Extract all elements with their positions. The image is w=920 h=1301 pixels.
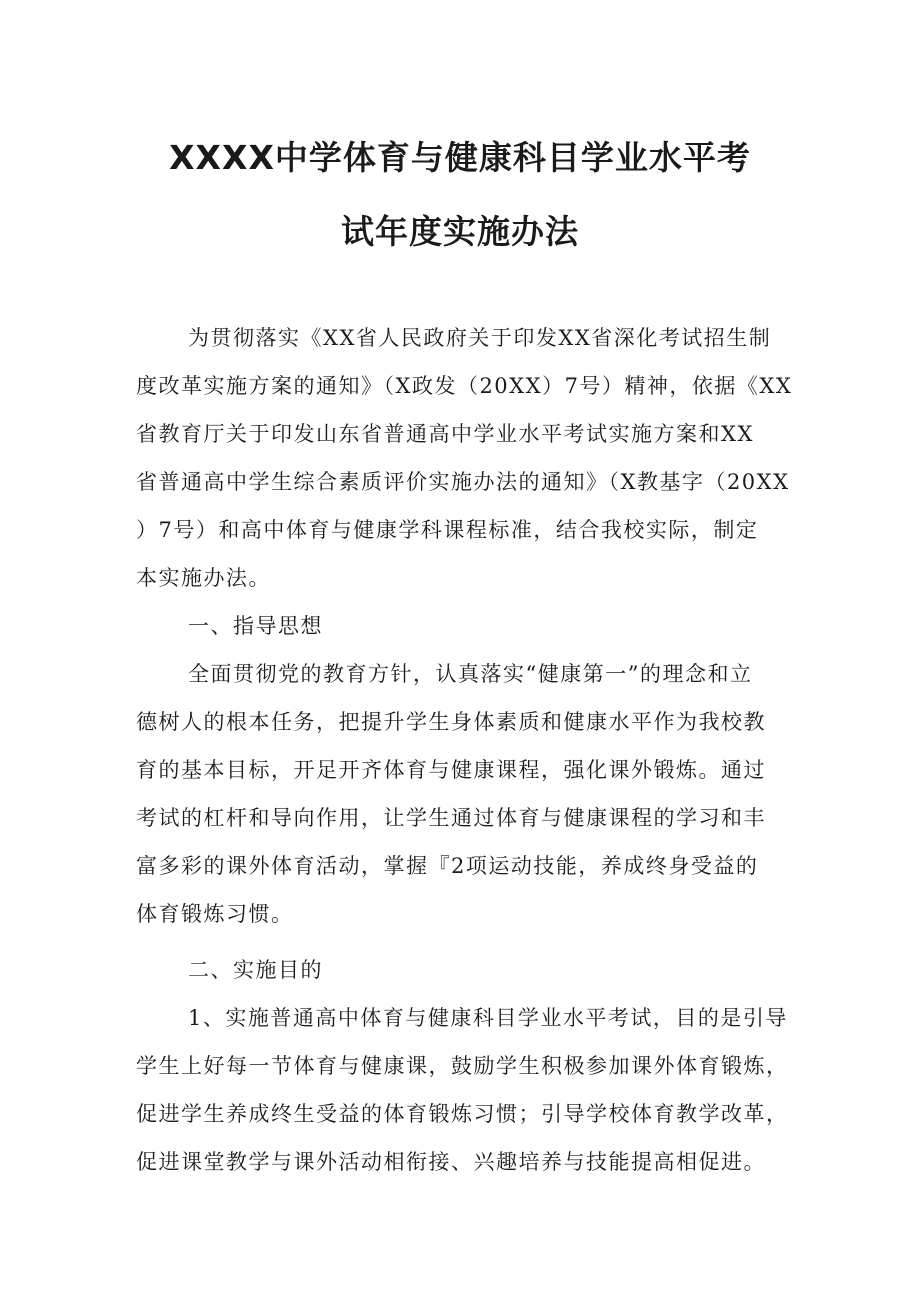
paragraph-line: 促进学生养成终生受益的体育锻炼习惯；引导学校体育教学改革， — [136, 1102, 789, 1126]
section-heading-purpose: 二、实施目的 — [188, 958, 323, 982]
document-body — [136, 314, 796, 1186]
paragraph-line: 体育锻炼习惯。 — [136, 902, 294, 926]
section-heading-guiding-ideology: 一、指导思想 — [188, 614, 323, 638]
paragraph-line: 全面贯彻党的教育方针，认真落实“健康第一”的理念和立 — [188, 662, 753, 686]
paragraph-line: ）7号）和高中体育与健康学科课程标准，结合我校实际，制定 — [136, 518, 759, 542]
paragraph-line: 学生上好每一节体育与健康课，鼓励学生积极参加课外体育锻炼， — [136, 1054, 789, 1078]
paragraph-line: 育的基本目标，开足开齐体育与健康课程，强化课外锻炼。通过 — [136, 758, 766, 782]
paragraph-line: 富多彩的课外体育活动，掌握『2项运动技能，养成终身受益的 — [136, 854, 759, 878]
paragraph-line: 1、实施普通高中体育与健康科目学业水平考试，目的是引导 — [188, 1006, 788, 1030]
intro-paragraph — [136, 314, 796, 602]
paragraph-line: 本实施办法。 — [136, 566, 271, 590]
paragraph-line: 德树人的根本任务，把提升学生身体素质和健康水平作为我校教 — [136, 710, 766, 734]
document-title-line-2: 试年度实施办法 — [341, 212, 579, 251]
paragraph-line: 省普通高中学生综合素质评价实施办法的通知》（X教基字（20XX — [136, 470, 790, 494]
paragraph-line: 考试的杠杆和导向作用，让学生通过体育与健康课程的学习和丰 — [136, 806, 766, 830]
paragraph-line: 省教育厅关于印发山东省普通高中学业水平考试实施方案和XX — [136, 422, 754, 446]
paragraph-line: 促进课堂教学与课外活动相衔接、兴趣培养与技能提高相促进。 — [136, 1150, 766, 1174]
document-title-line-1: XXXX中学体育与健康科目学业水平考 — [169, 138, 751, 177]
paragraph-line: 为贯彻落实《XX省人民政府关于印发XX省深化考试招生制 — [188, 326, 772, 350]
purpose-paragraph — [136, 994, 796, 1186]
section-gap — [136, 938, 796, 946]
paragraph-line: 度改革实施方案的通知》（X政发（20XX）7号）精神，依据《XX — [136, 374, 793, 398]
guiding-ideology-paragraph — [136, 650, 796, 938]
